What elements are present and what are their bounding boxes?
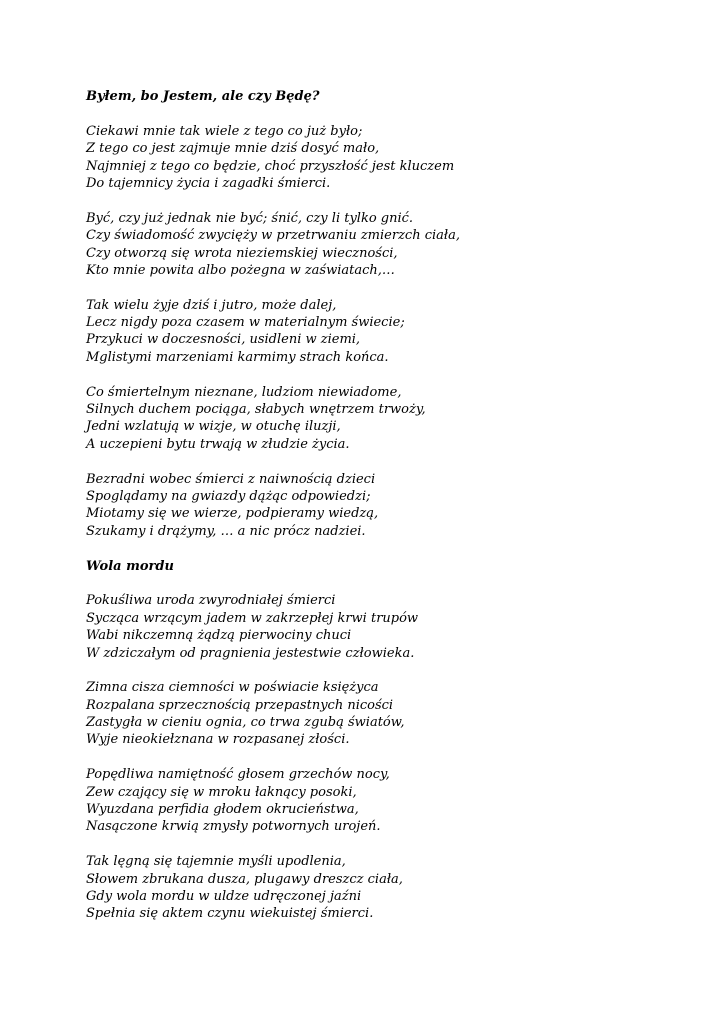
- verse-line: Wyuzdana perfidia głodem okrucieństwa,: [86, 802, 359, 818]
- verse-line: Do tajemnicy życia i zagadki śmierci.: [86, 175, 331, 191]
- verse-line: Najmniej z tego co będzie, choć przyszłość jest kluczem: [86, 158, 455, 174]
- poem-title: Byłem, bo Jestem, ale czy Będę?: [86, 89, 320, 104]
- verse-line: Miotamy się we wierze, podpieramy wiedzą,: [86, 506, 379, 522]
- verse-line: Nasączone krwią zmysły potwornych urojeń.: [86, 819, 381, 835]
- verse-line: Słowem zbrukana dusza, plugawy dreszcz ciała,: [86, 871, 403, 887]
- verse-line: Rozpalana sprzecznością przepastnych nicości: [86, 697, 394, 713]
- stanza: [86, 123, 666, 193]
- verse-line: Pokuśliwa uroda zwyrodniałej śmierci: [86, 593, 336, 609]
- stanza: [86, 471, 666, 541]
- verse-line: Szukamy i drążymy, … a nic prócz nadziei.: [86, 523, 366, 539]
- verse-line: Sycząca wrzącym jadem w zakrzepłej krwi trupów: [86, 610, 419, 626]
- verse-line: Popędliwa namiętność głosem grzechów nocy,: [86, 767, 390, 783]
- verse-line: Wabi nikczemną żądzą pierwociny chuci: [86, 628, 352, 644]
- verse-line: Ciekawi mnie tak wiele z tego co już było;: [86, 123, 363, 139]
- stanza: [86, 210, 666, 280]
- verse-line: Jedni wzlatują w wizje, w otuchę iluzji,: [86, 419, 341, 435]
- verse-line: Zastygła w cieniu ognia, co trwa zgubą światów,: [86, 715, 405, 731]
- verse-line: Spełnia się aktem czynu wiekuistej śmierci.: [86, 906, 374, 922]
- poem-title: Wola mordu: [86, 558, 174, 574]
- verse-line: Zimna cisza ciemności w poświacie księżyca: [86, 680, 379, 696]
- verse-line: Mglistymi marzeniami karmimy strach końca.: [86, 349, 389, 365]
- verse-line: Z tego co jest zajmuje mnie dziś dosyć mało,: [86, 141, 380, 157]
- verse-line: Być, czy już jednak nie być; śnić, czy li tylko gnić.: [86, 210, 414, 226]
- stanza: [86, 297, 666, 367]
- verse-line: Spoglądamy na gwiazdy dążąc odpowiedzi;: [86, 488, 371, 504]
- stanza: [86, 592, 666, 662]
- stanza: [86, 679, 666, 749]
- verse-line: Co śmiertelnym nieznane, ludziom niewiadome,: [86, 384, 402, 400]
- stanza: [86, 766, 666, 836]
- poem: [86, 558, 666, 923]
- verse-line: Przykuci w doczesności, usidleni w ziemi,: [86, 332, 361, 348]
- verse-line: Bezradni wobec śmierci z naiwnością dzieci: [86, 471, 376, 487]
- verse-line: Tak lęgną się tajemnie myśli upodlenia,: [86, 854, 346, 870]
- document-body: [86, 88, 666, 923]
- verse-line: Kto mnie powita albo pożegna w zaświatach,…: [86, 262, 395, 278]
- poem: [86, 88, 666, 558]
- verse-line: Lecz nigdy poza czasem w materialnym świecie;: [86, 315, 405, 331]
- verse-line: Tak wielu żyje dziś i jutro, może dalej,: [86, 297, 337, 313]
- verse-line: A uczepieni bytu trwają w złudzie życia.: [86, 436, 350, 452]
- verse-line: W zdziczałym od pragnienia jestestwie człowieka.: [86, 645, 415, 661]
- verse-line: Wyje nieokiełznana w rozpasanej złości.: [86, 732, 350, 748]
- verse-line: Zew czający się w mroku łaknący posoki,: [86, 784, 357, 800]
- verse-line: Gdy wola mordu w uldze udręczonej jaźni: [86, 888, 362, 904]
- verse-line: Czy świadomość zwycięży w przetrwaniu zmierzch ciała,: [86, 228, 460, 244]
- verse-line: Czy otworzą się wrota nieziemskiej wieczności,: [86, 245, 398, 261]
- verse-line: Silnych duchem pociąga, słabych wnętrzem trwoży,: [86, 402, 426, 418]
- stanza: [86, 853, 666, 923]
- stanza: [86, 384, 666, 454]
